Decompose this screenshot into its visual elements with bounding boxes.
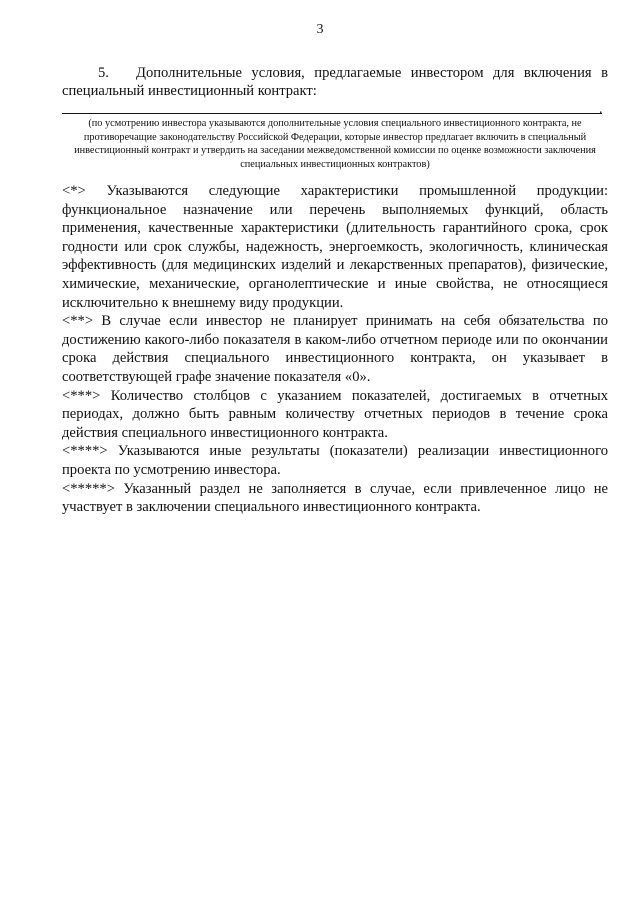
fill-in-line-end-dot: . — [599, 102, 603, 117]
page-number: 3 — [316, 22, 324, 37]
footnote-1: <*> Указываются следующие характеристики промышленной продукции: функциональное назначение или перечень выполняемых функций, область применения, качественные характеристики (длительность гарантийного срока, срок годности или срок службы, надежность, энергоемкость, экологичность, клиническая эффективность (для медицинских изделий и лекарственных препаратов), физические, химические, механические, органолептические и иные свойства, не относящиеся исключительно к внешнему виду продукции. — [62, 183, 608, 311]
footnote-5: <*****> Указанный раздел не заполняется в случае, если привлеченное лицо не участвует в заключении специального инвестиционного контракта. — [62, 480, 608, 516]
section-5 — [62, 64, 608, 100]
fill-in-hint: (по усмотрению инвестора указываются дополнительные условия специального инвестиционного контракта, не противоречащие законодательству Российской Федерации, которые инвестор предлагает включить в специальный инвестиционный контракт и утвердить на заседании межведомственной комиссии по оценке возможности заключения специальных инвестиционных контрактов) — [74, 118, 596, 170]
footnote-3: <***> Количество столбцов с указанием показателей, достигаемых в отчетных периодах, должно быть равным количеству отчетных периодов в течение срока действия специального инвестиционного контракта. — [62, 387, 608, 441]
fill-in-line — [62, 113, 602, 114]
footnote-4: <****> Указываются иные результаты (показатели) реализации инвестиционного проекта по усмотрению инвестора. — [62, 443, 608, 478]
footnote-2: <**> В случае если инвестор не планирует принимать на себя обязательства по достижению какого-либо показателя в каком-либо отчетном периоде или по окончании срока действия специального инвестиционного контракта, он указывает в соответствующей графе значение показателя «0». — [62, 313, 608, 385]
section-5-number: 5. — [98, 65, 109, 81]
section-5-text: Дополнительные условия, предлагаемые инвестором для включения в специальный инвестиционный контракт: — [62, 65, 608, 99]
footnotes — [62, 182, 608, 517]
